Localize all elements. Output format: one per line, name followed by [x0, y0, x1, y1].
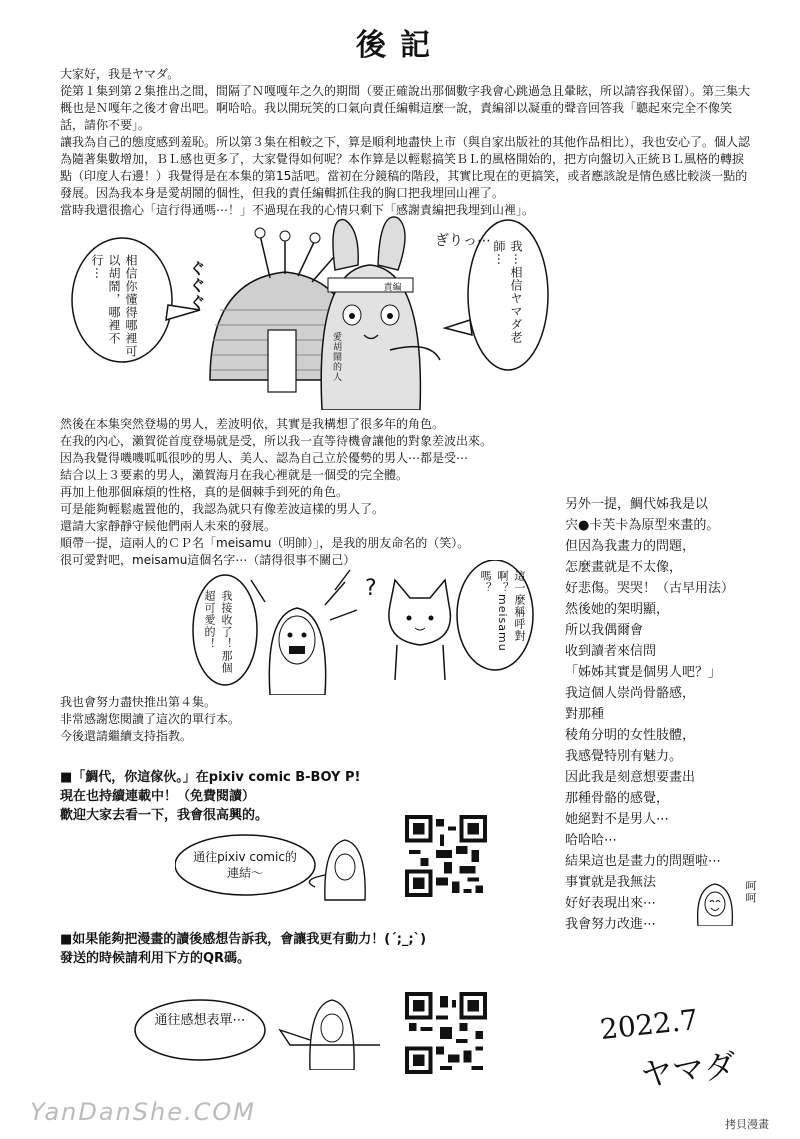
note-line: 我這個人崇尚骨骼感， [565, 686, 696, 701]
note-line: 怎麼畫就是不太像， [565, 560, 683, 575]
intro-paragraph: 當時我還很擔心「這行得通嗎⋯！」不過現在我的心情只剩下「感謝責編把我埋到山裡」。 [60, 203, 535, 217]
character-notes [60, 416, 560, 569]
watermark: YanDanShe.COM [30, 1098, 256, 1126]
signature-date: 2022.7 [598, 1002, 700, 1047]
qr-code-icon [405, 815, 487, 897]
pixiv-link-callout [175, 825, 395, 905]
pixiv-bubble-text: 通往pixiv comic的連結～ [193, 850, 297, 880]
note-line: 事實就是我無法 [565, 875, 657, 890]
note-line: 稜角分明的女性肢體， [565, 728, 696, 743]
note-line: 好悲傷。哭哭！（古早用法） [565, 581, 735, 596]
bubble-friend-claims: 我接收了！那個超可愛的！ [203, 590, 233, 674]
question-mark: ? [365, 576, 377, 601]
feedback-bubble-illustration [130, 990, 390, 1070]
laughing-face-icon [690, 876, 740, 926]
closing-line: 非常感謝您閱讀了這次的單行本。 [60, 712, 241, 726]
page-title: 後記 [356, 28, 444, 63]
note-line: 可是能夠輕鬆處置他的，我認為就只有像差波這樣的男人了。 [60, 502, 385, 516]
sfx-grit: ぎりっ⋯ [435, 233, 491, 249]
note-line: 她絕對不是男人⋯ [565, 812, 670, 827]
promo-line: 發送的時候請利用下方的QR碼。 [60, 951, 251, 966]
promo-line: ■如果能夠把漫畫的讀後感想告訴我，會讓我更有動力！(´;_;`) [60, 932, 427, 947]
note-line: 所以我偶爾會 [565, 623, 644, 638]
note-line: 「姊姊其實是個男人吧？」 [565, 665, 722, 680]
bubble-author-reply: 我⋯相信ヤマダ老師⋯ [492, 240, 523, 344]
note-line: 還請大家靜靜守候他們兩人未來的發展。 [60, 519, 277, 533]
note-line: 我感覺特別有魅力。 [565, 749, 683, 764]
source-stamp: 拷貝漫畫 [725, 1118, 769, 1131]
pixiv-qr-code[interactable] [405, 815, 487, 897]
laugh-text: 呵呵 [744, 880, 757, 904]
note-line: 對那種 [565, 707, 605, 722]
feedback-qr-code[interactable] [405, 992, 487, 1074]
headband-label: 責編 [383, 283, 402, 293]
closing-line: 今後還請繼續支持指教。 [60, 729, 193, 743]
promo-line: 歡迎大家去看一下，我會很高興的。 [60, 808, 269, 823]
intro-paragraph: 大家好，我是ヤマダ。 [60, 67, 180, 81]
intro-paragraph: 讓我為自己的態度感到羞恥。所以第３集在相較之下，算是順利地盡快上市（與自家出版社的其他作品相比），我也安心了。個人認為隨著集數增加，ＢＬ感也更多了，大家覺得如何呢？本作算是以輕鬆搞笑ＢＬ的風格開始的，把方向盤切入正統ＢＬ風格的轉捩點（印度人右邊！）我覺得是在本集的第15話吧。當初在分鏡稿的階段，其實比現在的更搞笑，或者應該說是情色感比較淡一點的發展。因為我本身是愛胡鬧的個性，但我的責任編輯抓住我的胸口把我埋回山裡了。 [60, 135, 751, 200]
note-line: 但因為我畫力的問題， [565, 539, 696, 554]
note-line: 然後她的架明顯， [565, 602, 670, 617]
note-line: 我會努力改進⋯ [565, 917, 657, 932]
note-line: 好好表現出來⋯ [565, 896, 657, 911]
closing-line: 我也會努力盡快推出第４集。 [60, 695, 217, 709]
note-line: 再加上他那個麻煩的性格，真的是個棘手到死的角色。 [60, 485, 349, 499]
note-line: 然後在本集突然登場的男人，差波明依，其實是我構想了很多年的角色。 [60, 417, 445, 431]
qr-code-icon [405, 992, 487, 1074]
note-line: 順帶一提，這兩人的ＣＰ名「meisamu（明帥）」，是我的朋友命名的（笑）。 [60, 536, 470, 550]
note-line: 哈哈哈⋯ [565, 833, 618, 848]
comic-panel-editor [60, 210, 550, 410]
laughing-character [690, 876, 770, 926]
note-line: 因此我是刻意想要畫出 [565, 770, 696, 785]
intro-text [60, 66, 750, 219]
note-line: 在我的內心，瀨賀從首度登場就是受，所以我一直等待機會讓他的對象差波出來。 [60, 434, 493, 448]
book-label: 愛胡鬧的人 [331, 332, 341, 382]
promo-feedback [60, 930, 580, 968]
note-line: 結合以上３要素的男人，瀨賀海月在我心裡就是一個受的完全體。 [60, 468, 409, 482]
promo-line: ■「鯛代，你這傢伙。」在pixiv comic B-BOY P! [60, 770, 361, 785]
note-line: 收到讀者來信問 [565, 644, 657, 659]
note-line: 那種骨骼的感覺， [565, 791, 670, 806]
note-line: 結果這也是畫力的問題啦⋯ [565, 854, 722, 869]
promo-line: 現在也持續連載中！（免費閱讀） [60, 789, 256, 804]
comic-panel-meisamu [185, 560, 535, 695]
closing-text [60, 694, 360, 745]
bubble-editor-warning: 相信你懂得哪裡可以胡鬧，哪裡不行⋯ [90, 254, 138, 358]
feedback-link-callout [130, 990, 390, 1070]
sfx-push: ぐぐぐ [187, 260, 206, 311]
note-line: 很可愛對吧，meisamu這個名字⋯（請得很事不關己） [60, 553, 356, 567]
feedback-bubble-text: 通往感想表單⋯ [154, 1013, 246, 1028]
margin-note [565, 494, 795, 935]
note-line: 另外一提，鯛代姊我是以 [565, 497, 709, 512]
note-line: 因為我覺得嘰嘰呱呱很吵的男人、美人、認為自己立於優勢的男人⋯都是受⋯ [60, 451, 469, 465]
signature-name: ヤマダ [638, 1046, 738, 1094]
note-line: 宍●卡芙卡為原型來畫的。 [565, 518, 720, 533]
bubble-cat-question: 這一麼稱呼對啊？meisamu嗎？ [479, 570, 526, 652]
intro-paragraph: 從第１集到第２集推出之間，間隔了Ｎ嘎嘎年之久的期間（要正確說出那個數字我會心跳過急且暈眩，所以請容我保留）。第三集大概也是Ｎ嘎年之後才會出吧。啊哈哈。我以開玩笑的口氣向責任編輯這麼一說，責編卻以凝重的聲音回答我「聽起來完全不像笑話，請你不要」。 [60, 84, 751, 132]
